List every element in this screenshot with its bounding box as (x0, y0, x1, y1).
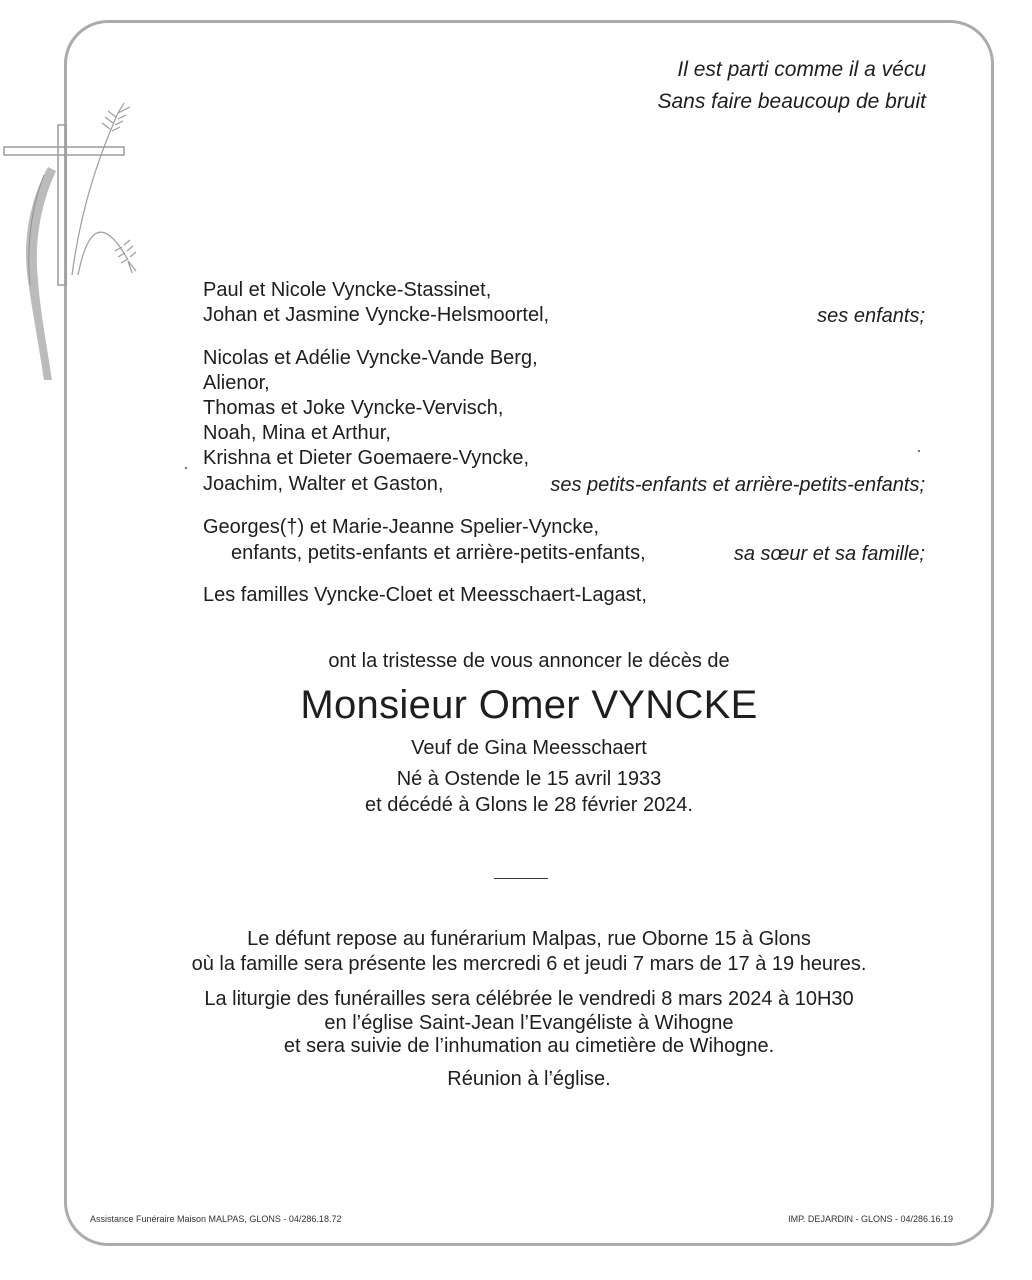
funeral-line-3: et sera suivie de l’inhumation au cimetière de Wihogne. (283, 1035, 775, 1057)
epigraph-line-1: Il est parti comme il a vécu (677, 58, 926, 81)
child-name: Paul et Nicole Vyncke-Stassinet, (203, 279, 492, 301)
deceased-name: Monsieur Omer VYNCKE (300, 683, 758, 727)
families-line: Les familles Vyncke-Cloet et Meesschaert-Lagast, (203, 584, 647, 606)
grandchildren-relation: ses petits-enfants et arrière-petits-enfants; (550, 474, 925, 496)
death-line: et décédé à Glons le 28 février 2024. (365, 794, 693, 816)
cross-and-wheat-icon (0, 95, 160, 385)
sister-family: enfants, petits-enfants et arrière-petits-enfants, (231, 542, 646, 564)
announcement: ont la tristesse de vous annoncer le décès de (328, 650, 730, 672)
widower-line: Veuf de Gina Meesschaert (411, 737, 647, 759)
divider (494, 878, 548, 879)
grandchild-name: Thomas et Joke Vyncke-Vervisch, (203, 397, 504, 419)
birth-line: Né à Ostende le 15 avril 1933 (396, 768, 662, 790)
children-relation: ses enfants; (817, 305, 925, 327)
card-frame (64, 20, 994, 1246)
visitation-line-2: où la famille sera présente les mercredi 6 et jeudi 7 mars de 17 à 19 heures. (191, 953, 867, 975)
footer-printer: IMP. DEJARDIN - GLONS - 04/286.16.19 (788, 1214, 953, 1224)
visitation-line-1: Le défunt repose au funérarium Malpas, rue Oborne 15 à Glons (247, 928, 811, 950)
funeral-line-2: en l’église Saint-Jean l’Evangéliste à Wihogne (324, 1012, 734, 1034)
grandchild-name: Nicolas et Adélie Vyncke-Vande Berg, (203, 347, 538, 369)
sister-relation: sa sœur et sa famille; (733, 543, 925, 565)
child-name: Johan et Jasmine Vyncke-Helsmoortel, (203, 304, 550, 326)
reunion-line: Réunion à l’église. (447, 1068, 611, 1090)
funeral-line-1: La liturgie des funérailles sera célébrée le vendredi 8 mars 2024 à 10H30 (204, 988, 854, 1010)
sister-name: Georges(†) et Marie-Jeanne Spelier-Vyncke, (203, 516, 600, 538)
grandchild-name: Alienor, (203, 372, 270, 394)
print-speck (185, 467, 187, 469)
grandchild-name: Krishna et Dieter Goemaere-Vyncke, (203, 447, 530, 469)
grandchild-name: Joachim, Walter et Gaston, (203, 473, 444, 495)
epigraph (657, 54, 926, 118)
footer-funeral-home: Assistance Funéraire Maison MALPAS, GLONS - 04/286.18.72 (90, 1214, 342, 1224)
print-speck (918, 450, 920, 452)
epigraph-line-2: Sans faire beaucoup de bruit (657, 90, 926, 113)
grandchild-name: Noah, Mina et Arthur, (203, 422, 391, 444)
